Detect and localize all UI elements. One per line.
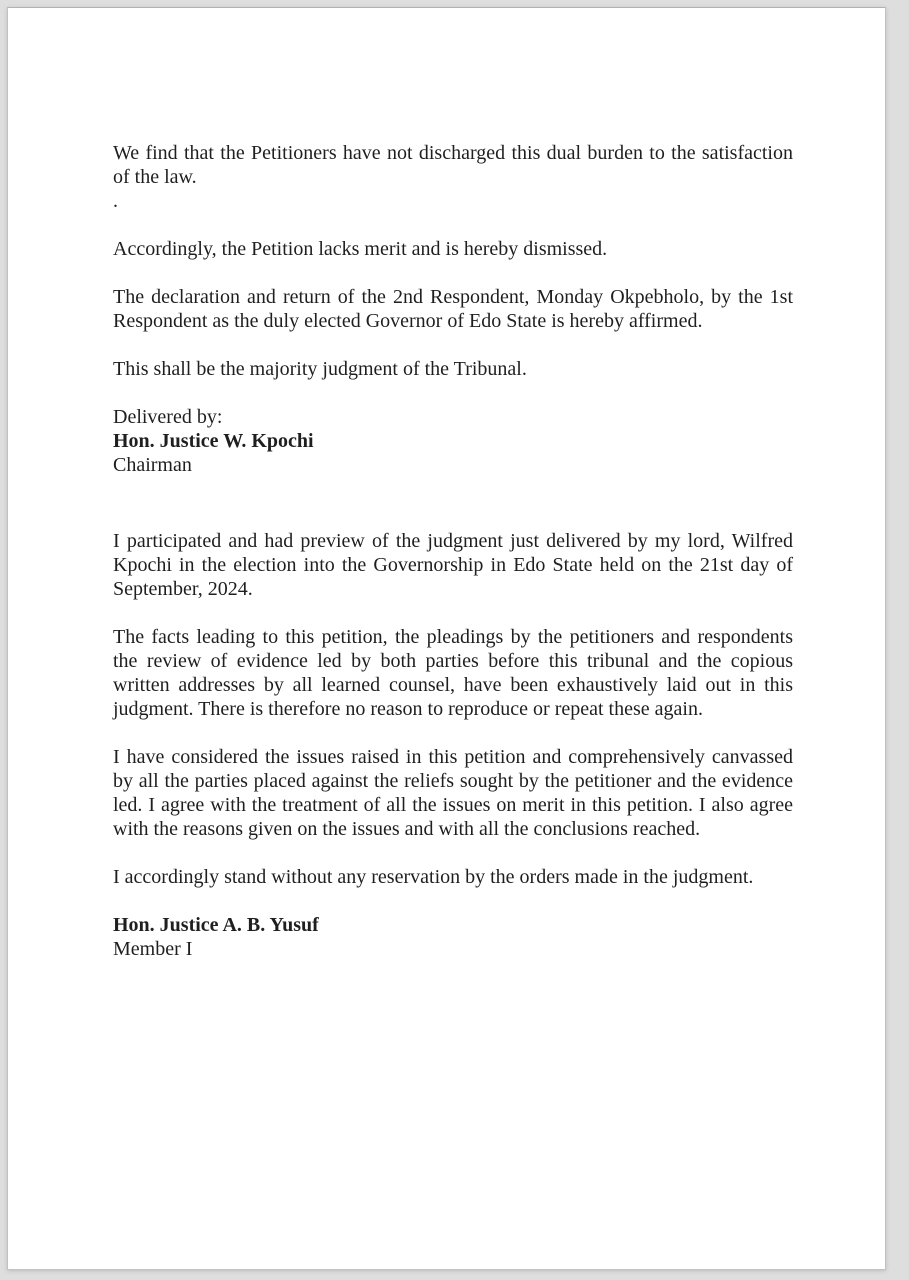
member-signature-block bbox=[113, 913, 793, 961]
paragraph-participation: I participated and had preview of the judgment just delivered by my lord, Wilfred Kpochi in the election into the Governorship in Edo State held on the 21st day of September, 2024. bbox=[113, 530, 793, 600]
paragraph-petition-dismissed: Accordingly, the Petition lacks merit and is hereby dismissed. bbox=[113, 238, 608, 260]
paragraph-return-affirmed: The declaration and return of the 2nd Respondent, Monday Okpebholo, by the 1st Respondent as the duly elected Governor of Edo State is hereby affirmed. bbox=[113, 286, 793, 332]
delivered-by-block bbox=[113, 405, 793, 477]
paragraph-dual-burden-finding: We find that the Petitioners have not discharged this dual burden to the satisfaction of the law. bbox=[113, 142, 793, 188]
paragraph-issues-considered: I have considered the issues raised in this petition and comprehensively canvassed by all the parties placed against the reliefs sought by the petitioner and the evidence led. I agree with the treatment of all the issues on merit in this petition. I also agree with the reasons given on the issues and with all the conclusions reached. bbox=[113, 746, 793, 840]
member-name: Hon. Justice A. B. Yusuf bbox=[113, 914, 319, 936]
member-title: Member I bbox=[113, 938, 193, 960]
stray-period: . bbox=[113, 190, 118, 212]
paragraph-stand-by-orders: I accordingly stand without any reservation by the orders made in the judgment. bbox=[113, 866, 754, 888]
chairman-name: Hon. Justice W. Kpochi bbox=[113, 430, 314, 452]
paragraph-majority-judgment: This shall be the majority judgment of the Tribunal. bbox=[113, 358, 527, 380]
paragraph-facts-review: The facts leading to this petition, the pleadings by the petitioners and respondents the review of evidence led by both parties before this tribunal and the copious written addresses by all learned counsel, have been exhaustively laid out in this judgment. There is therefore no reason to reproduce or repeat these again. bbox=[113, 626, 793, 720]
delivered-by-label: Delivered by: bbox=[113, 406, 223, 428]
document-content bbox=[113, 141, 793, 985]
document-page bbox=[7, 7, 886, 1270]
chairman-title: Chairman bbox=[113, 454, 192, 476]
